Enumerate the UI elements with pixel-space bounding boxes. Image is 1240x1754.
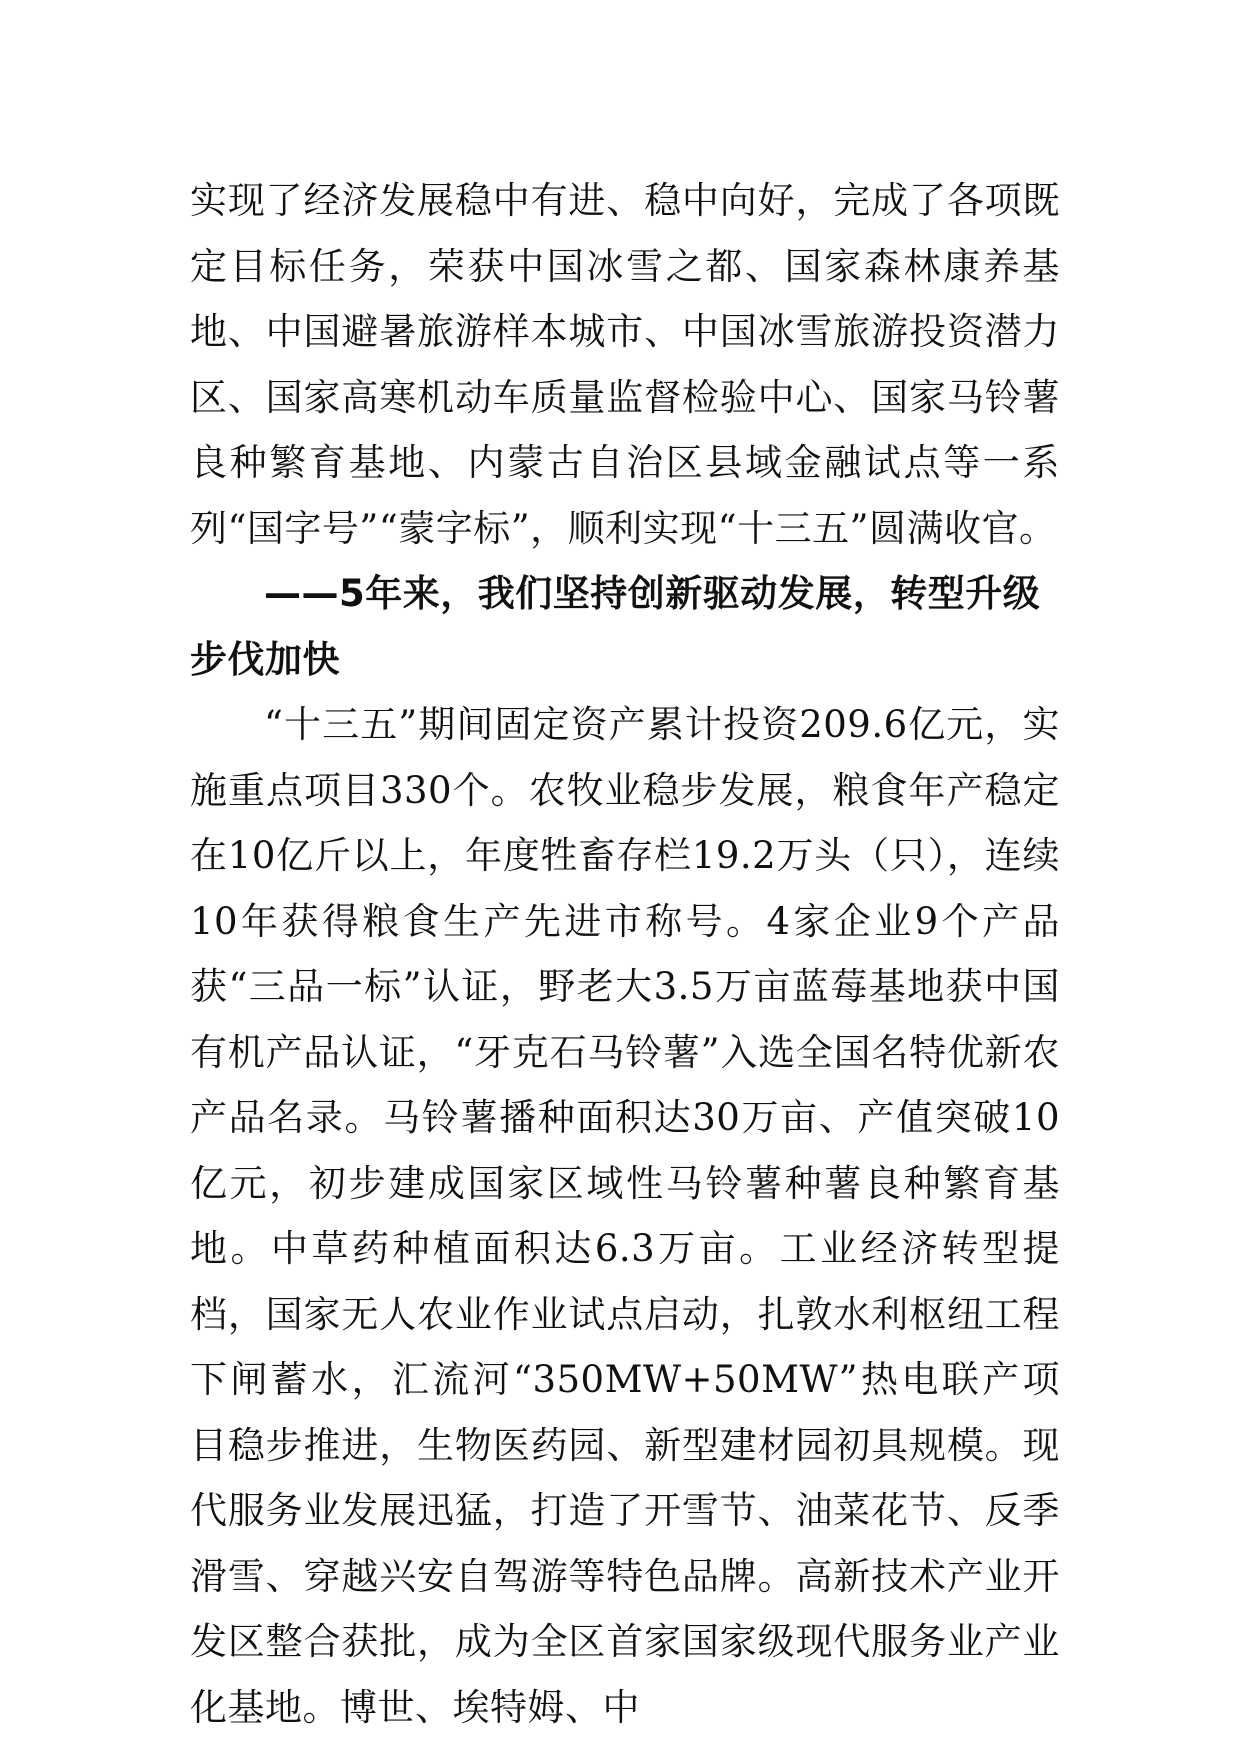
- section-heading: ——5年来，我们坚持创新驱动发展，转型升级步伐加快: [190, 572, 1041, 681]
- document-page: [190, 168, 1060, 1740]
- paragraph-investment: “十三五”期间固定资产累计投资209.6亿元，实施重点项目330个。农牧业稳步发展，粮食年产稳定在10亿斤以上，年度牲畜存栏19.2万头（只），连续10年获得粮食生产先进市称号。4家企业9个产品获“三品一标”认证，野老大3.5万亩蓝莓基地获中国有机产品认证，“牙克石马铃薯”入选全国名特优新农产品名录。马铃薯播种面积达30万亩、产值突破10亿元，初步建成国家区域性马铃薯种薯良种繁育基地。中草药种植面积达6.3万亩。工业经济转型提档，国家无人农业作业试点启动，扎敦水利枢纽工程下闸蓄水，汇流河“350MW+50MW”热电联产项目稳步推进，生物医药园、新型建材园初具规模。现代服务业发展迅猛，打造了开雪节、油菜花节、反季滑雪、穿越兴安自驾游等特色品牌。高新技术产业开发区整合获批，成为全区首家国家级现代服务业产业化基地。博世、埃特姆、中: [190, 703, 1060, 1729]
- paragraph-continued: 实现了经济发展稳中有进、稳中向好，完成了各项既定目标任务，荣获中国冰雪之都、国家森林康养基地、中国避暑旅游样本城市、中国冰雪旅游投资潜力区、国家高寒机动车质量监督检验中心、国家马铃薯良种繁育基地、内蒙古自治区县域金融试点等一系列“国字号”“蒙字标”，顺利实现“十三五”圆满收官。: [190, 179, 1060, 550]
